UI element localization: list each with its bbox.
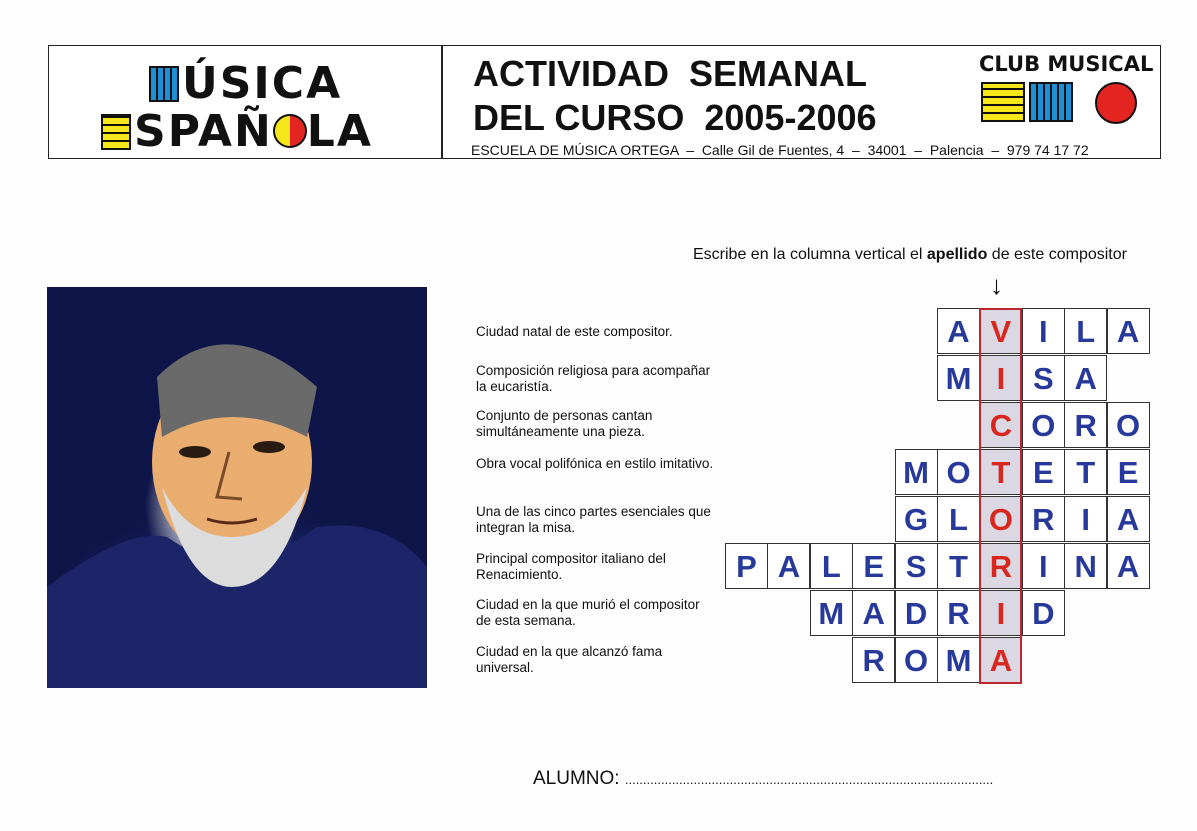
crossword-cell[interactable]: O bbox=[937, 449, 980, 495]
crossword-cell[interactable]: R bbox=[979, 543, 1022, 589]
crossword-cell[interactable]: S bbox=[895, 543, 938, 589]
crossword-cell[interactable]: I bbox=[979, 355, 1022, 401]
crossword-cell[interactable]: M bbox=[937, 355, 980, 401]
crossword-cell[interactable]: M bbox=[810, 590, 853, 636]
crossword-cell[interactable]: V bbox=[979, 308, 1022, 354]
title-line-1: ACTIVIDAD SEMANAL bbox=[473, 53, 867, 94]
clue-6: Principal compositor italiano del Renacimiento. bbox=[476, 551, 666, 582]
crossword-cell[interactable]: E bbox=[1107, 449, 1150, 495]
crossword-instruction: Escribe en la columna vertical el apellido de este compositor bbox=[693, 246, 1127, 263]
musica-espanola-logo bbox=[101, 56, 391, 156]
header-divider bbox=[441, 46, 443, 158]
clue-8: Ciudad en la que alcanzó fama universal. bbox=[476, 644, 663, 675]
logo-block-blue-icon bbox=[149, 66, 179, 102]
clue-1: Ciudad natal de este compositor. bbox=[476, 324, 673, 339]
emo-o-smile-icon bbox=[1095, 82, 1137, 124]
portrait-painting bbox=[47, 287, 427, 688]
crossword-cell[interactable]: O bbox=[1022, 402, 1065, 448]
crossword-cell[interactable]: L bbox=[1064, 308, 1107, 354]
crossword-cell[interactable]: A bbox=[767, 543, 810, 589]
crossword-cell[interactable]: L bbox=[937, 496, 980, 542]
crossword-cell[interactable]: A bbox=[979, 637, 1022, 683]
crossword-cell[interactable]: I bbox=[1022, 543, 1065, 589]
crossword-cell[interactable]: O bbox=[1107, 402, 1150, 448]
school-address: ESCUELA DE MÚSICA ORTEGA – Calle Gil de Fuentes, 4 – 34001 – Palencia – 979 74 17 72 bbox=[471, 142, 1089, 158]
crossword-cell[interactable]: M bbox=[895, 449, 938, 495]
crossword-cell[interactable]: I bbox=[1064, 496, 1107, 542]
crossword-cell[interactable]: R bbox=[852, 637, 895, 683]
crossword-cell[interactable]: E bbox=[1022, 449, 1065, 495]
crossword-cell[interactable]: E bbox=[852, 543, 895, 589]
crossword-cell[interactable]: P bbox=[725, 543, 768, 589]
logo-block-yellow-icon bbox=[101, 114, 131, 150]
crossword-cell[interactable]: I bbox=[1022, 308, 1065, 354]
crossword-cell[interactable]: A bbox=[852, 590, 895, 636]
crossword-cell[interactable]: D bbox=[1022, 590, 1065, 636]
clue-2: Composición religiosa para acompañar la eucaristía. bbox=[476, 363, 711, 394]
crossword-cell[interactable]: R bbox=[1022, 496, 1065, 542]
crossword-cell[interactable]: M bbox=[937, 637, 980, 683]
logo-line-2: SPAÑ LA bbox=[101, 106, 373, 157]
club-musical-label: CLUB MUSICAL bbox=[979, 52, 1154, 76]
crossword-cell[interactable]: A bbox=[1107, 543, 1150, 589]
crossword-cell[interactable]: G bbox=[895, 496, 938, 542]
emo-m-block-icon bbox=[1029, 82, 1073, 122]
crossword-cell[interactable]: O bbox=[979, 496, 1022, 542]
logo-line-1 bbox=[149, 58, 342, 109]
crossword-cell[interactable]: T bbox=[937, 543, 980, 589]
clue-4: Obra vocal polifónica en estilo imitativo. bbox=[476, 456, 714, 471]
crossword-cell[interactable]: T bbox=[979, 449, 1022, 495]
crossword-cell[interactable]: A bbox=[1107, 496, 1150, 542]
arrow-down-icon: ↓ bbox=[990, 270, 1003, 300]
crossword-cell[interactable]: N bbox=[1064, 543, 1107, 589]
crossword-cell[interactable]: O bbox=[895, 637, 938, 683]
crossword-cell[interactable]: C bbox=[979, 402, 1022, 448]
logo-smile-icon bbox=[273, 114, 307, 148]
crossword-cell[interactable]: A bbox=[937, 308, 980, 354]
alumno-dots: ...................................................................................................... bbox=[624, 772, 994, 787]
alumno-label: ALUMNO: bbox=[533, 768, 625, 789]
page-title bbox=[473, 52, 877, 140]
crossword-cell[interactable]: L bbox=[810, 543, 853, 589]
clue-5: Una de las cinco partes esenciales que integran la misa. bbox=[476, 504, 711, 535]
logo-text-1: ÚSICA bbox=[182, 58, 343, 109]
crossword-cell[interactable]: S bbox=[1022, 355, 1065, 401]
student-name-field[interactable] bbox=[533, 768, 993, 790]
crossword-cell[interactable]: T bbox=[1064, 449, 1107, 495]
header-box bbox=[48, 45, 1161, 159]
title-line-2: DEL CURSO 2005-2006 bbox=[473, 97, 877, 138]
composer-portrait bbox=[47, 287, 427, 688]
crossword-cell[interactable]: R bbox=[937, 590, 980, 636]
crossword-cell[interactable]: I bbox=[979, 590, 1022, 636]
clue-3: Conjunto de personas cantan simultáneamente una pieza. bbox=[476, 408, 653, 439]
clue-7: Ciudad en la que murió el compositor de esta semana. bbox=[476, 597, 700, 628]
crossword-cell[interactable]: A bbox=[1107, 308, 1150, 354]
crossword-cell[interactable]: R bbox=[1064, 402, 1107, 448]
crossword-cell[interactable]: D bbox=[895, 590, 938, 636]
emo-e-block-icon bbox=[981, 82, 1025, 122]
crossword-cell[interactable]: A bbox=[1064, 355, 1107, 401]
